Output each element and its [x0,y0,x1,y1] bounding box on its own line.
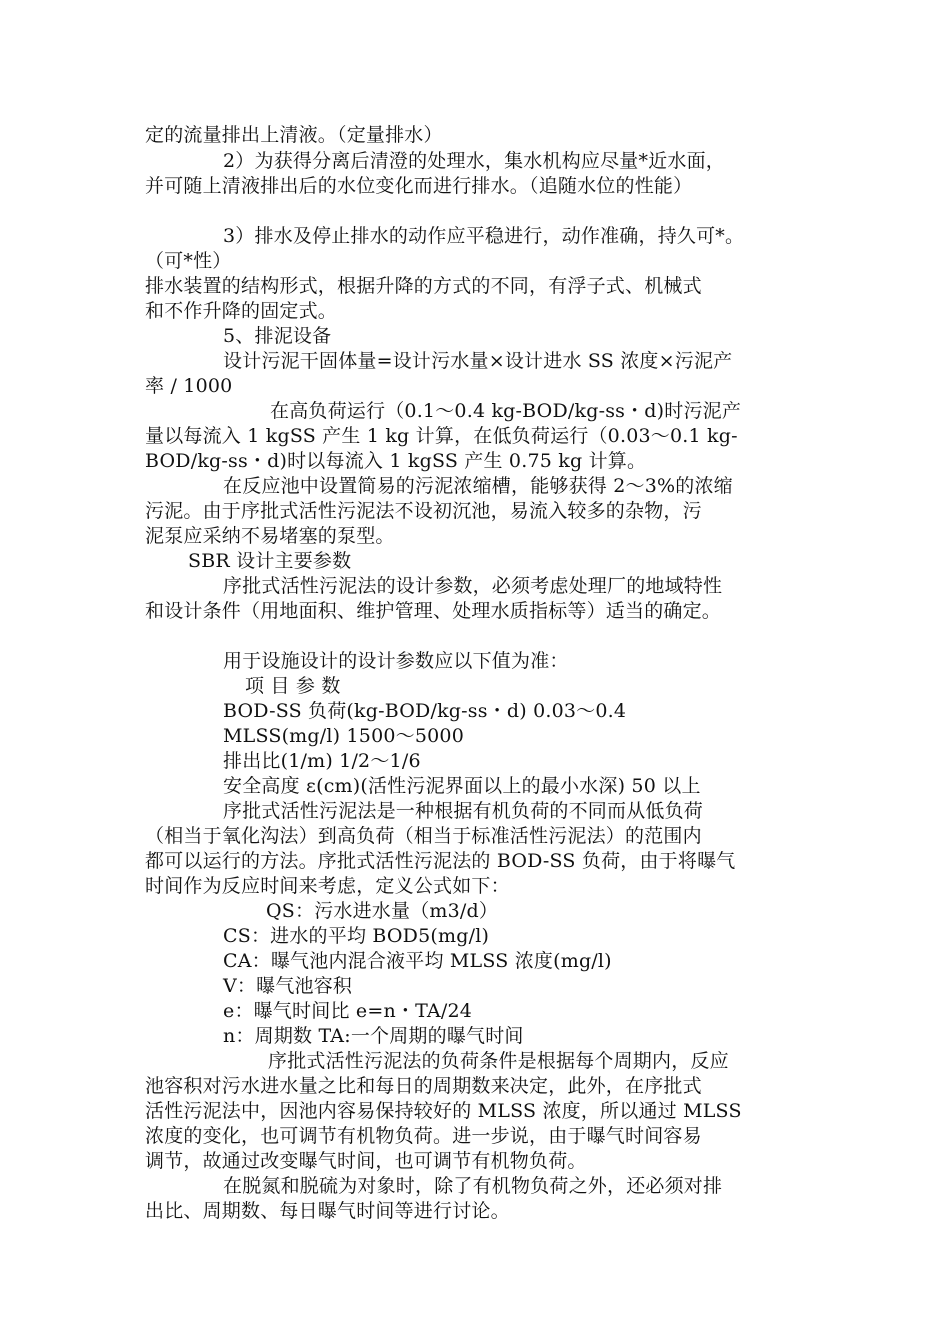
table-row: BOD-SS 负荷(kg-BOD/kg-ss・d) 0.03～0.4 [223,700,627,722]
text-line: 调节，故通过改变曝气时间，也可调节有机物负荷。 [145,1150,587,1172]
text-line: 3）排水及停止排水的动作应平稳进行，动作准确，持久可*。 [223,225,745,247]
table-row: MLSS(mg/l) 1500～5000 [223,725,464,747]
definition-line: QS：污水进水量（m3/d） [266,900,499,922]
text-line: 和设计条件（用地面积、维护管理、处理水质指标等）适当的确定。 [145,600,722,622]
definition-line: V：曝气池容积 [223,975,353,997]
text-line: 并可随上清液排出后的水位变化而进行排水。（追随水位的性能） [145,175,693,197]
text-line: 排水装置的结构形式，根据升降的方式的不同，有浮子式、机械式 [145,275,702,297]
text-line: 池容积对污水进水量之比和每日的周期数来决定，此外，在序批式 [145,1075,702,1097]
definition-line: CA：曝气池内混合液平均 MLSS 浓度(mg/l) [223,950,612,972]
text-line: （可*性） [145,250,232,272]
section-heading: 5、排泥设备 [223,325,332,347]
section-heading: SBR 设计主要参数 [188,550,352,572]
text-line: 定的流量排出上清液。（定量排水） [145,124,443,146]
text-line: 在脱氮和脱硫为对象时，除了有机物负荷之外，还必须对排 [223,1175,723,1197]
text-line: 设计污泥干固体量=设计污水量×设计进水 SS 浓度×污泥产 [223,350,733,372]
text-line: 2）为获得分离后清澄的处理水，集水机构应尽量*近水面， [223,150,725,172]
text-line: 和不作升降的固定式。 [145,300,338,322]
definition-line: CS：进水的平均 BOD5(mg/l) [223,925,490,947]
text-line: 量以每流入 1 kgSS 产生 1 kg 计算，在低负荷运行（0.03～0.1 kg- [145,425,738,447]
text-line: 序批式活性污泥法是一种根据有机负荷的不同而从低负荷 [223,800,704,822]
text-line: 在反应池中设置简易的污泥浓缩槽，能够获得 2～3%的浓缩 [223,475,733,497]
text-line: 活性污泥法中，因池内容易保持较好的 MLSS 浓度，所以通过 MLSS [145,1100,742,1122]
text-line: 在高负荷运行（0.1～0.4 kg-BOD/kg-ss・d)时污泥产 [270,400,742,422]
text-line: 污泥。由于序批式活性污泥法不设初沉池，易流入较多的杂物，污 [145,500,702,522]
text-line: 浓度的变化，也可调节有机物负荷。进一步说，由于曝气时间容易 [145,1125,702,1147]
text-line: BOD/kg-ss・d)时以每流入 1 kgSS 产生 0.75 kg 计算。 [145,450,647,472]
text-line: 都可以运行的方法。序批式活性污泥法的 BOD-SS 负荷，由于将曝气 [145,850,736,872]
text-line: 时间作为反应时间来考虑，定义公式如下： [145,875,510,897]
table-row: 安全高度 ε(cm)(活性污泥界面以上的最小水深) 50 以上 [223,775,701,797]
definition-line: e：曝气时间比 e=n・TA/24 [223,1000,473,1022]
text-line: 序批式活性污泥法的负荷条件是根据每个周期内，反应 [268,1050,729,1072]
text-line: 率 / 1000 [145,375,233,397]
text-line: 泥泵应采纳不易堵塞的泵型。 [145,525,395,547]
definition-line: n：周期数 TA:一个周期的曝气时间 [223,1025,524,1047]
text-line: 序批式活性污泥法的设计参数，必须考虑处理厂的地域特性 [223,575,723,597]
table-row: 排出比(1/m) 1/2～1/6 [223,750,421,772]
text-line: （相当于氧化沟法）到高负荷（相当于标准活性污泥法）的范围内 [145,825,702,847]
text-line: 出比、周期数、每日曝气时间等进行讨论。 [145,1200,510,1222]
table-header: 项 目 参 数 [245,675,341,697]
text-line: 用于设施设计的设计参数应以下值为准： [223,650,569,672]
